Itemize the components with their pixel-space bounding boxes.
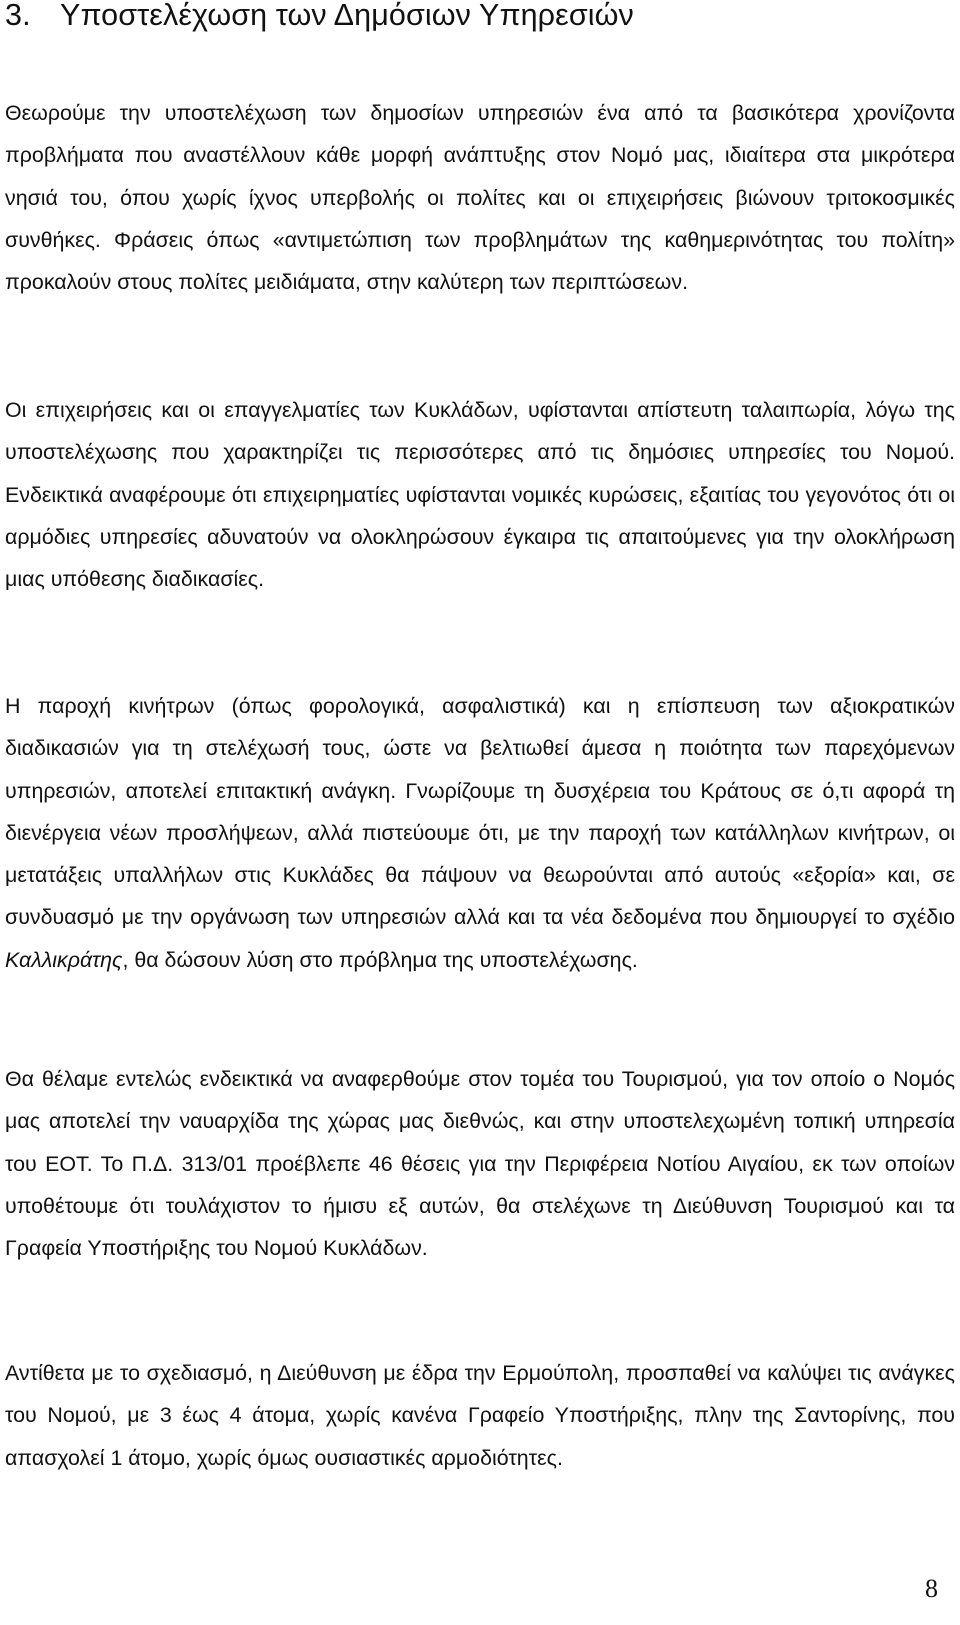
section-title: Υποστελέχωση των Δημόσιων Υπηρεσιών — [60, 0, 634, 32]
paragraph-3 — [5, 685, 955, 981]
document-page — [5, 0, 955, 1470]
page-number: 8 — [925, 1574, 938, 1603]
paragraph-1: Θεωρούμε την υποστελέχωση των δημοσίων υπηρεσιών ένα από τα βασικότερα χρονίζοντα προβλήματα που αναστέλλουν κάθε μορφή ανάπτυξης στον Νομό μας, ιδιαίτερα στα μικρότερα νησιά του, όπου χωρίς ίχνος υπερβολής οι πολίτες και οι επιχειρήσεις βιώνουν τριτοκοσμικές συνθήκες. Φράσεις όπως «αντιμετώπιση των προβλημάτων της καθημερινότητας του πολίτη» προκαλούν στους πολίτες μειδιάματα, στην καλύτερη των περιπτώσεων. — [5, 101, 955, 295]
paragraph-3-text-start: Η παροχή κινήτρων (όπως φορολογικά, ασφαλιστικά) και η επίσπευση των αξιοκρατικών διαδικασιών για τη στελέχωσή τους, ώστε να βελτιωθεί άμεσα η ποιότητα των παρεχόμενων υπηρεσιών, αποτελεί επιτακτική ανάγκη. Γνωρίζουμε τη δυσχέρεια του Κράτους σε ό,τι αφορά τη διενέργεια νέων προσλήψεων, αλλά πιστεύουμε ότι, με την παροχή των κατάλληλων κινήτρων, οι μετατάξεις υπαλλήλων στις Κυκλάδες θα πάψουν να θεωρούνται από αυτούς «εξορία» και, σε συνδυασμό με την οργάνωση των υπηρεσιών αλλά και τα νέα δεδομένα που δημιουργεί το σχέδιο — [5, 694, 955, 930]
paragraph-4: Θα θέλαμε εντελώς ενδεικτικά να αναφερθούμε στον τομέα του Τουρισμού, για τον οποίο ο Νομός μας αποτελεί την ναυαρχίδα της χώρας μας διεθνώς, και στην υποστελεχωμένη τοπική υπηρεσία του ΕΟΤ. Το Π.Δ. 313/01 προέβλεπε 46 θέσεις για την Περιφέρεια Νοτίου Αιγαίου, εκ των οποίων υποθέτουμε ότι τουλάχιστον το ήμισυ εξ αυτών, θα στελέχωνε τη Διεύθυνση Τουρισμού και τα Γραφεία Υποστήριξης του Νομού Κυκλάδων. — [5, 1067, 955, 1261]
paragraph-3-text-end: , θα δώσουν λύση στο πρόβλημα της υποστελέχωσης. — [122, 947, 638, 972]
paragraph-5: Αντίθετα με το σχεδιασμό, η Διεύθυνση με έδρα την Ερμούπολη, προσπαθεί να καλύψει τις ανάγκες του Νομού, με 3 έως 4 άτομα, χωρίς κανένα Γραφείο Υποστήριξης, πλην της Σαντορίνης, που απασχολεί 1 άτομο, χωρίς όμως ουσιαστικές αρμοδιότητες. — [5, 1361, 955, 1470]
paragraph-2: Οι επιχειρήσεις και οι επαγγελματίες των Κυκλάδων, υφίστανται απίστευτη ταλαιπωρία, λόγω της υποστελέχωσης που χαρακτηρίζει τις περισσότερες από τις δημόσιες υπηρεσίες του Νομού. Ενδεικτικά αναφέρουμε ότι επιχειρηματίες υφίστανται νομικές κυρώσεις, εξαιτίας του γεγονότος ότι οι αρμόδιες υπηρεσίες αδυνατούν να ολοκληρώσουν έγκαιρα τις απαιτούμενες για την ολοκλήρωση μιας υπόθεσης διαδικασίες. — [5, 398, 955, 592]
section-heading — [5, 0, 955, 44]
paragraph-3-italic-term: Καλλικράτης — [5, 947, 123, 972]
section-number: 3. — [5, 0, 31, 32]
